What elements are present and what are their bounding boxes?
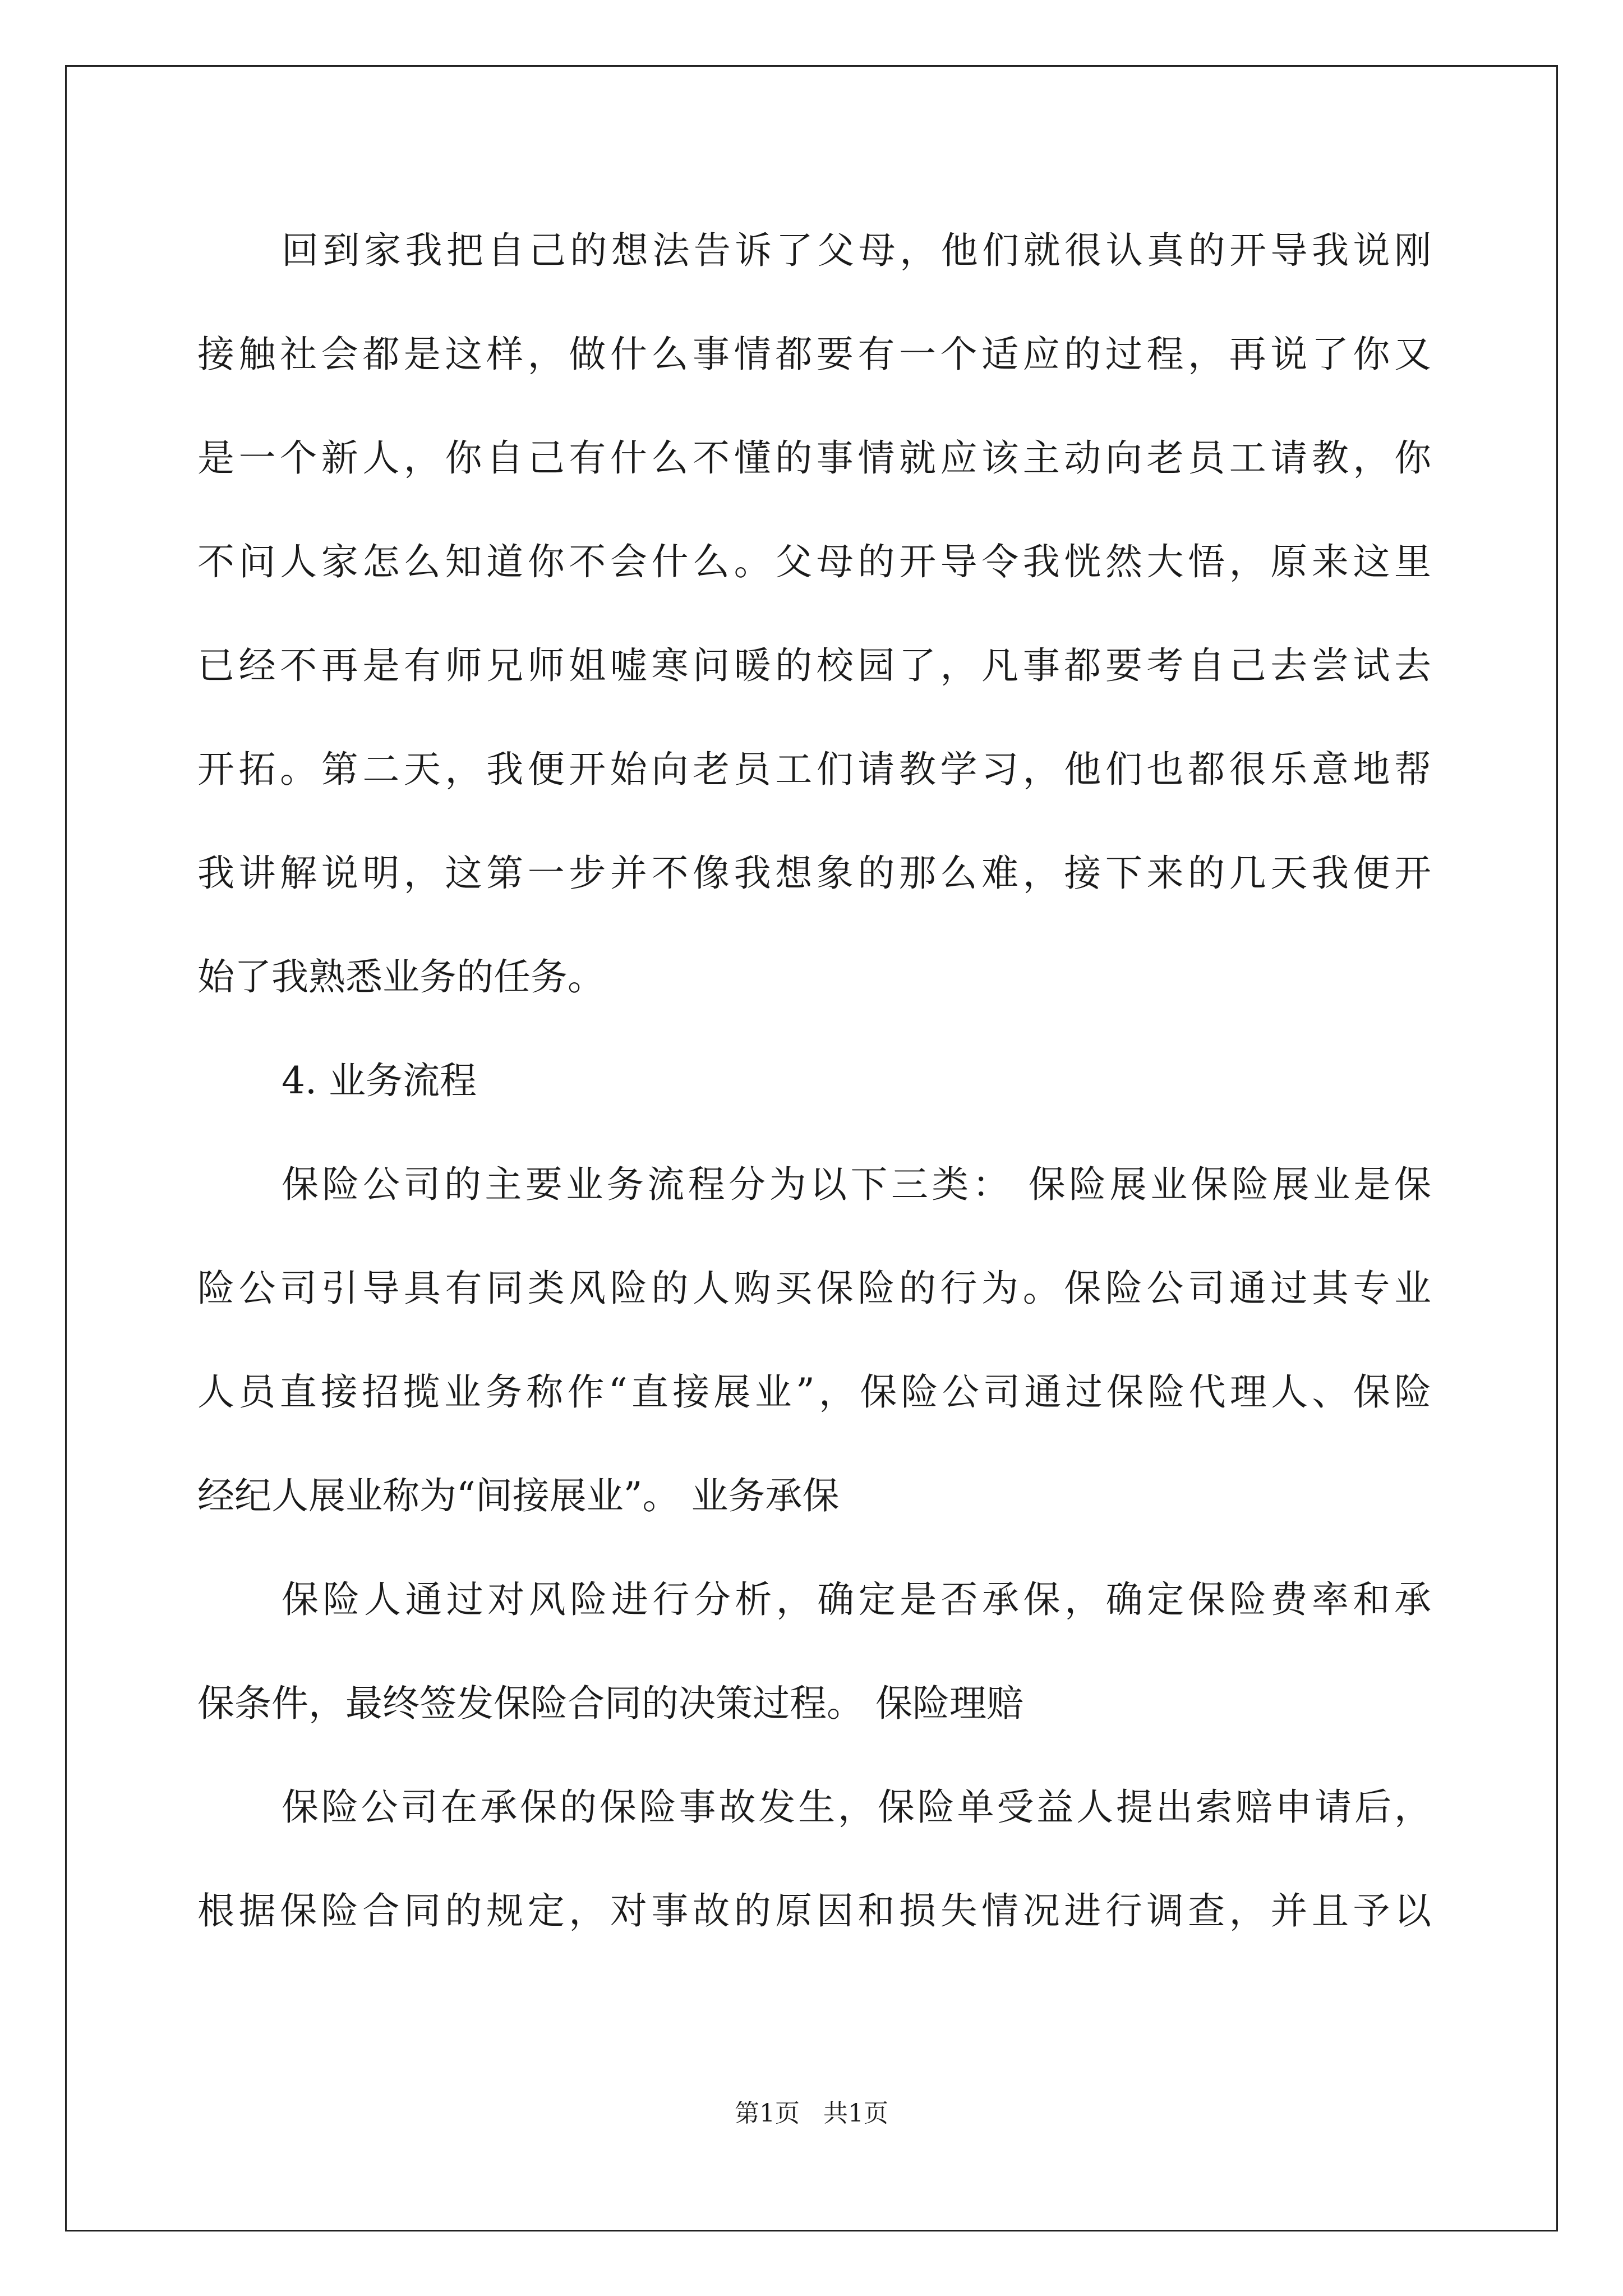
paragraph-2-line-4: 经纪人展业称为“间接展业”。 业务承保 bbox=[197, 1474, 840, 1517]
paragraph-2-line-3: 人员直接招揽业务称作“直接展业”，保险公司通过保险代理人、保险 bbox=[197, 1370, 1431, 1414]
paragraph-1-line-3: 是一个新人，你自己有什么不懂的事情就应该主动向老员工请教，你 bbox=[197, 436, 1431, 480]
paragraph-4-line-2: 根据保险合同的规定，对事故的原因和损失情况进行调查，并且予以 bbox=[197, 1889, 1431, 1932]
paragraph-1-line-4: 不问人家怎么知道你不会什么。父母的开导令我恍然大悟，原来这里 bbox=[197, 540, 1431, 583]
paragraph-1-line-6: 开拓。第二天，我便开始向老员工们请教学习，他们也都很乐意地帮 bbox=[197, 748, 1431, 791]
paragraph-3-line-2: 保条件，最终签发保险合同的决策过程。 保险理赔 bbox=[197, 1682, 1023, 1725]
paragraph-2-line-1: 保险公司的主要业务流程分为以下三类： 保险展业保险展业是保 bbox=[282, 1163, 1431, 1206]
paragraph-3-line-1: 保险人通过对风险进行分析，确定是否承保，确定保险费率和承 bbox=[282, 1578, 1431, 1621]
paragraph-1-line-8: 始了我熟悉业务的任务。 bbox=[197, 955, 605, 999]
page-footer: 第1页 共1页 bbox=[735, 2099, 888, 2128]
section-heading: 4. 业务流程 bbox=[282, 1059, 477, 1102]
paragraph-1-line-2: 接触社会都是这样，做什么事情都要有一个适应的过程，再说了你又 bbox=[197, 333, 1431, 376]
paragraph-1-line-1: 回到家我把自己的想法告诉了父母，他们就很认真的开导我说刚 bbox=[282, 229, 1431, 272]
paragraph-2-line-2: 险公司引导具有同类风险的人购买保险的行为。保险公司通过其专业 bbox=[197, 1267, 1431, 1310]
paragraph-4-line-1: 保险公司在承保的保险事故发生，保险单受益人提出索赔申请后， bbox=[282, 1786, 1431, 1829]
paragraph-1-line-7: 我讲解说明，这第一步并不像我想象的那么难，接下来的几天我便开 bbox=[197, 852, 1431, 895]
paragraph-1-line-5: 已经不再是有师兄师姐嘘寒问暖的校园了，凡事都要考自己去尝试去 bbox=[197, 644, 1431, 687]
